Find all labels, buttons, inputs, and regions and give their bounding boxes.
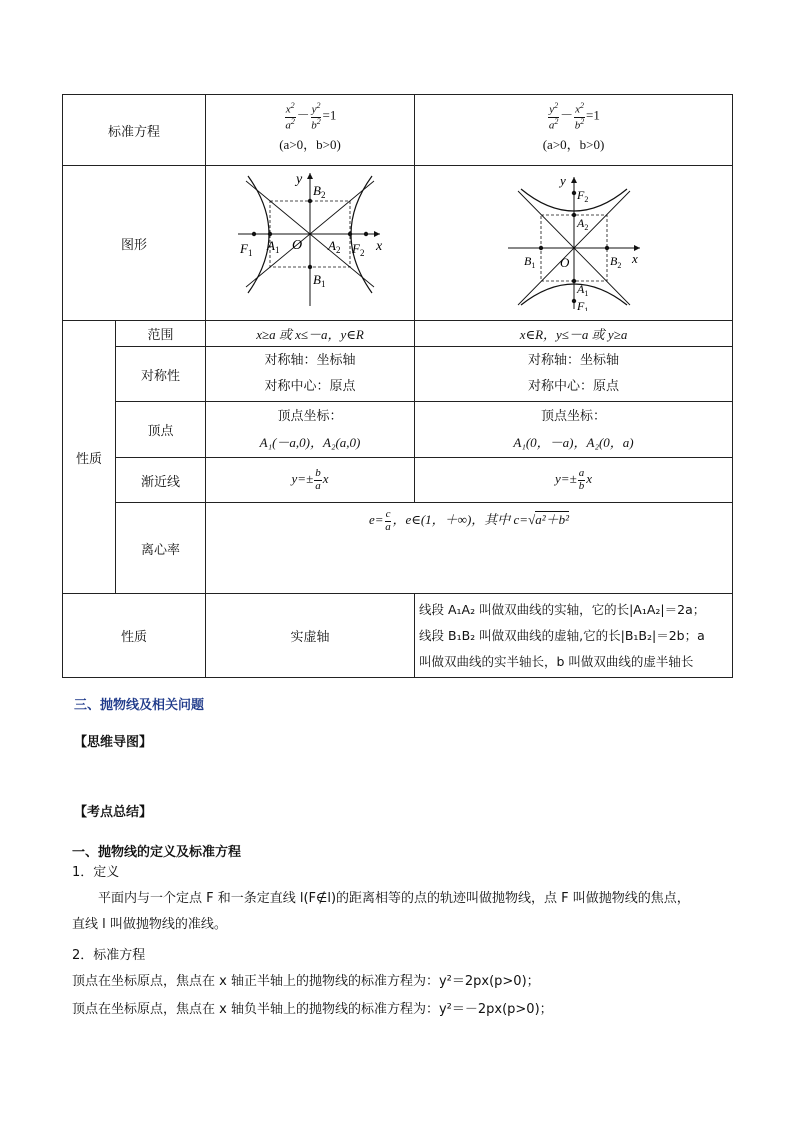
graph-label: 图形	[63, 166, 206, 321]
svg-text:A2: $A_2$	[328, 238, 341, 255]
svg-text:A1: $A_1$	[576, 282, 588, 298]
equation-vertical: $\frac{y^2}{a^2}$ － $\frac{x^2}{b^2}$ =1 (a>0，b>0)	[415, 95, 733, 166]
graph-horizontal-hyperbola	[206, 166, 415, 321]
svg-text:B1: $B_1$	[313, 272, 326, 289]
vertical-hyperbola-figure	[504, 171, 644, 311]
eccentricity-label: 离心率	[116, 503, 206, 594]
row-vertex	[63, 402, 733, 458]
svg-text:y: y	[559, 173, 566, 188]
graph-vertical-hyperbola	[415, 166, 733, 321]
range-horizontal: x≥a 或 x≤－a，y∈R	[206, 321, 415, 347]
svg-text:B2: $B_2$	[313, 183, 326, 200]
row-asymptote	[63, 458, 733, 503]
svg-text:B1: $B_1$	[523, 254, 535, 270]
svg-text:B2: $B_2$	[609, 254, 621, 270]
row-axes	[63, 594, 733, 678]
subsection-1-title: 一、抛物线的定义及标准方程	[72, 845, 242, 860]
svg-text:O: O	[559, 255, 569, 270]
svg-text:F2: $F_2$	[576, 188, 588, 204]
svg-text:A1: $A_1$	[267, 238, 280, 255]
symmetry-label: 对称性	[116, 347, 206, 402]
svg-text:A2: $A_2$	[576, 216, 588, 232]
row-standard-equation	[63, 95, 733, 166]
mindmap-title: 【思维导图】	[74, 735, 153, 750]
equation-horizontal: $\frac{x^2}{a^2}$ － $\frac{y^2}{b^2}$ =1 (a>0，b>0)	[206, 95, 415, 166]
summary-title: 【考点总结】	[74, 805, 153, 820]
symmetry-vertical: 对称轴：坐标轴 对称中心：原点	[415, 347, 733, 402]
vertex-label: 顶点	[116, 402, 206, 458]
definition-heading: 1．定义	[72, 865, 120, 880]
row-range	[63, 321, 733, 347]
properties-label: 性质	[63, 321, 116, 594]
definition-text-line-2: 直线 l 叫做抛物线的准线。	[72, 917, 227, 932]
axes-properties-label: 性质	[63, 594, 206, 678]
asymptote-label: 渐近线	[116, 458, 206, 503]
range-label: 范围	[116, 321, 206, 347]
row-graph	[63, 166, 733, 321]
axis-y-label: y	[296, 172, 303, 187]
range-vertical: x∈R，y≤－a 或 y≥a	[415, 321, 733, 347]
section-3-title: 三、抛物线及相关问题	[74, 698, 205, 713]
axes-description: 线段 A₁A₂ 叫做双曲线的实轴，它的长|A₁A₂|＝2a； 线段 B₁B₂ 叫做双曲线的虚轴,它的长|B₁B₂|＝2b；a 叫做双曲线的实半轴长，b 叫做双曲线的虚半轴长	[415, 594, 733, 678]
standard-equation-line-1: 顶点在坐标原点，焦点在 x 轴正半轴上的抛物线的标准方程为：y²＝2px(p>0)；	[72, 974, 540, 989]
eccentricity-value: e= $\frac{c}{a}$ ，e∈(1，＋∞)，其中 c=√a²＋b²	[206, 503, 733, 594]
vertex-vertical: 顶点坐标： A₁(0，－a)，A₂(0，a)	[415, 402, 733, 458]
svg-text:x: x	[631, 251, 638, 266]
axes-label: 实虚轴	[206, 594, 415, 678]
equation-horizontal-condition: (a>0，b>0)	[279, 136, 341, 152]
standard-equation-heading: 2．标准方程	[72, 948, 146, 963]
axis-x-label: x	[376, 239, 383, 254]
row-eccentricity	[63, 503, 733, 594]
horizontal-hyperbola-figure	[230, 171, 390, 311]
vertex-horizontal: 顶点坐标： A₁(－a,0)，A₂(a,0)	[206, 402, 415, 458]
svg-text:O: O	[292, 238, 303, 253]
svg-text:F1: $F_1$	[240, 241, 253, 258]
definition-text-line-1: 平面内与一个定点 F 和一条定直线 l(F∉l)的距离相等的点的轨迹叫做抛物线，点 F 叫做抛物线的焦点，	[98, 891, 690, 906]
standard-equation-line-2: 顶点在坐标原点，焦点在 x 轴负半轴上的抛物线的标准方程为：y²＝－2px(p>0)；	[72, 1002, 553, 1017]
asymptote-horizontal: y=± $\frac{b}{a}$ x	[206, 458, 415, 503]
svg-text:F1: $F_1$	[576, 299, 588, 311]
row-symmetry	[63, 347, 733, 402]
standard-equation-label: 标准方程	[63, 95, 206, 166]
asymptote-vertical: y=± $\frac{a}{b}$ x	[415, 458, 733, 503]
hyperbola-table	[62, 94, 733, 678]
equation-vertical-condition: (a>0，b>0)	[542, 136, 605, 152]
svg-text:F2: $F_2$	[352, 241, 365, 258]
symmetry-horizontal: 对称轴：坐标轴 对称中心：原点	[206, 347, 415, 402]
